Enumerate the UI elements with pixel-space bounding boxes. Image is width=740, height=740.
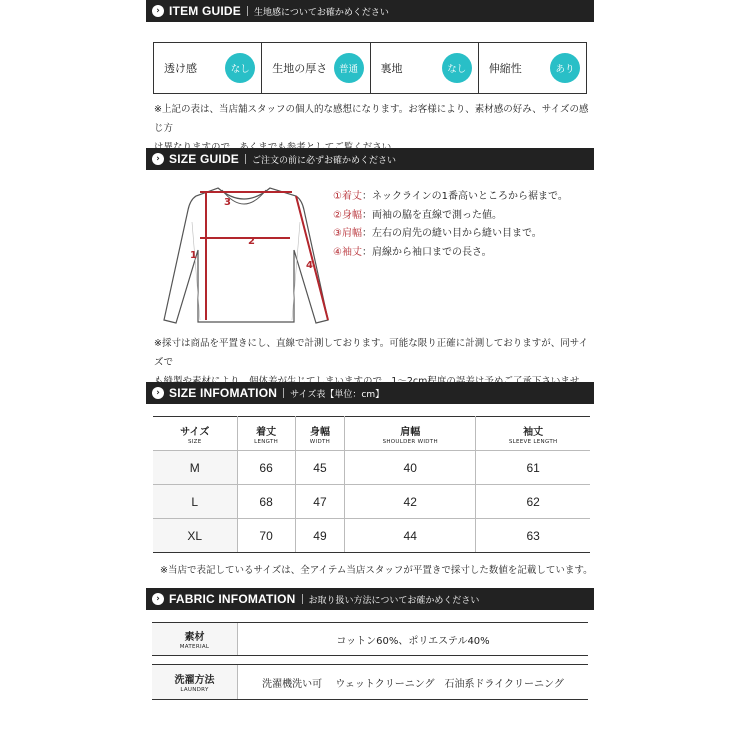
legend-item bbox=[333, 244, 568, 263]
size-table bbox=[153, 416, 590, 553]
guide-cell-thickness bbox=[262, 43, 370, 93]
table-cell: 62 bbox=[476, 485, 590, 519]
column-header: サイズ SIZE bbox=[153, 417, 237, 451]
chevron-right-icon: › bbox=[152, 593, 164, 605]
chevron-right-icon: › bbox=[152, 5, 164, 17]
column-header: 肩幅 SHOULDER WIDTH bbox=[345, 417, 476, 451]
guide-cell-lining bbox=[371, 43, 479, 93]
item-guide-subtitle: 生地感についてお確かめください bbox=[254, 7, 389, 18]
measurement-legend bbox=[333, 188, 568, 262]
column-header: 袖丈 SLEEVE LENGTH bbox=[476, 417, 590, 451]
table-row bbox=[153, 485, 590, 519]
chevron-right-icon: › bbox=[152, 387, 164, 399]
long-sleeve-shirt-diagram bbox=[160, 180, 330, 328]
divider bbox=[283, 388, 284, 398]
divider bbox=[302, 594, 303, 604]
table-cell: 49 bbox=[295, 519, 345, 553]
table-header-row bbox=[153, 417, 590, 451]
table-row bbox=[153, 519, 590, 553]
table-cell: 42 bbox=[345, 485, 476, 519]
guide-cell-transparency bbox=[154, 43, 262, 93]
fabric-info-header bbox=[146, 588, 594, 610]
column-header: 着丈 LENGTH bbox=[237, 417, 295, 451]
note-line: ※上記の表は、当店舗スタッフの個人的な感想になります。お客様により、素材感の好み、サイズの感じ方 bbox=[154, 104, 589, 134]
size-guide-subtitle: ご注文の前に必ずお確かめください bbox=[252, 155, 397, 166]
legend-key: ②身幅 bbox=[333, 209, 362, 221]
table-row bbox=[153, 451, 590, 485]
guide-label: 伸縮性 bbox=[488, 62, 522, 75]
table-cell: 63 bbox=[476, 519, 590, 553]
fabric-info-subtitle: お取り扱い方法についてお確かめください bbox=[308, 595, 480, 606]
column-header: 身幅 WIDTH bbox=[295, 417, 345, 451]
legend-item bbox=[333, 188, 568, 207]
table-cell: M bbox=[153, 451, 237, 485]
guide-value-badge: 普通 bbox=[334, 53, 364, 83]
guide-value-badge: なし bbox=[442, 53, 472, 83]
legend-key: ③肩幅 bbox=[333, 228, 362, 239]
laundry-row bbox=[152, 664, 588, 700]
size-info-subtitle: サイズ表【単位：cm】 bbox=[290, 389, 385, 400]
legend-item bbox=[333, 225, 568, 244]
note-line: ※採寸は商品を平置きにし、直線で計測しております。可能な限り正確に計測しておりますが、同サイズで bbox=[154, 338, 589, 368]
table-cell: 61 bbox=[476, 451, 590, 485]
guide-cell-stretch bbox=[479, 43, 586, 93]
size-guide-header bbox=[146, 148, 594, 170]
guide-label: 生地の厚さ bbox=[272, 62, 328, 75]
material-header: 素材 MATERIAL bbox=[152, 623, 238, 655]
table-cell: 70 bbox=[237, 519, 295, 553]
item-guide-header bbox=[146, 0, 594, 22]
guide-value-badge: なし bbox=[225, 53, 255, 83]
item-guide-title: ITEM GUIDE bbox=[169, 4, 242, 18]
shirt-outline bbox=[164, 188, 328, 323]
size-guide-title: SIZE GUIDE bbox=[169, 152, 240, 166]
marker-3: 3 bbox=[224, 197, 231, 208]
marker-2: 2 bbox=[248, 236, 255, 247]
marker-1: 1 bbox=[190, 250, 197, 261]
table-cell: 47 bbox=[295, 485, 345, 519]
legend-item bbox=[333, 207, 568, 226]
size-info-title: SIZE INFOMATION bbox=[169, 386, 278, 400]
table-cell: XL bbox=[153, 519, 237, 553]
legend-text: ：肩線から袖口までの長さ。 bbox=[361, 246, 492, 258]
size-info-note: ※当店で表記しているサイズは、全アイテム当店スタッフが平置きで採寸した数値を記載しています。 bbox=[160, 565, 593, 576]
table-cell: 68 bbox=[237, 485, 295, 519]
table-cell: 44 bbox=[345, 519, 476, 553]
fabric-feel-table bbox=[153, 42, 587, 94]
fabric-info-title: FABRIC INFOMATION bbox=[169, 592, 296, 606]
marker-4: 4 bbox=[306, 260, 313, 271]
laundry-value: 洗濯機洗い可 ウェットクリーニング 石油系ドライクリーニング bbox=[262, 678, 564, 690]
table-cell: L bbox=[153, 485, 237, 519]
legend-key: ①着丈 bbox=[333, 191, 362, 202]
legend-text: ：両袖の脇を直線で測った値。 bbox=[361, 209, 502, 221]
table-cell: 40 bbox=[345, 451, 476, 485]
laundry-header: 洗濯方法 LAUNDRY bbox=[152, 665, 238, 699]
size-info-header bbox=[146, 382, 594, 404]
divider bbox=[245, 154, 246, 164]
chevron-right-icon: › bbox=[152, 153, 164, 165]
guide-value-badge: あり bbox=[550, 53, 580, 83]
guide-label: 裏地 bbox=[380, 62, 403, 75]
table-cell: 66 bbox=[237, 451, 295, 485]
legend-key: ④袖丈 bbox=[333, 246, 362, 258]
legend-text: ：左右の肩先の縫い目から縫い目まで。 bbox=[361, 228, 542, 239]
legend-text: ：ネックラインの1番高いところから裾まで。 bbox=[361, 191, 568, 202]
table-cell: 45 bbox=[295, 451, 345, 485]
material-row bbox=[152, 622, 588, 656]
material-value: コットン60%、ポリエステル40% bbox=[336, 635, 490, 647]
divider bbox=[247, 6, 248, 16]
guide-label: 透け感 bbox=[164, 62, 197, 75]
